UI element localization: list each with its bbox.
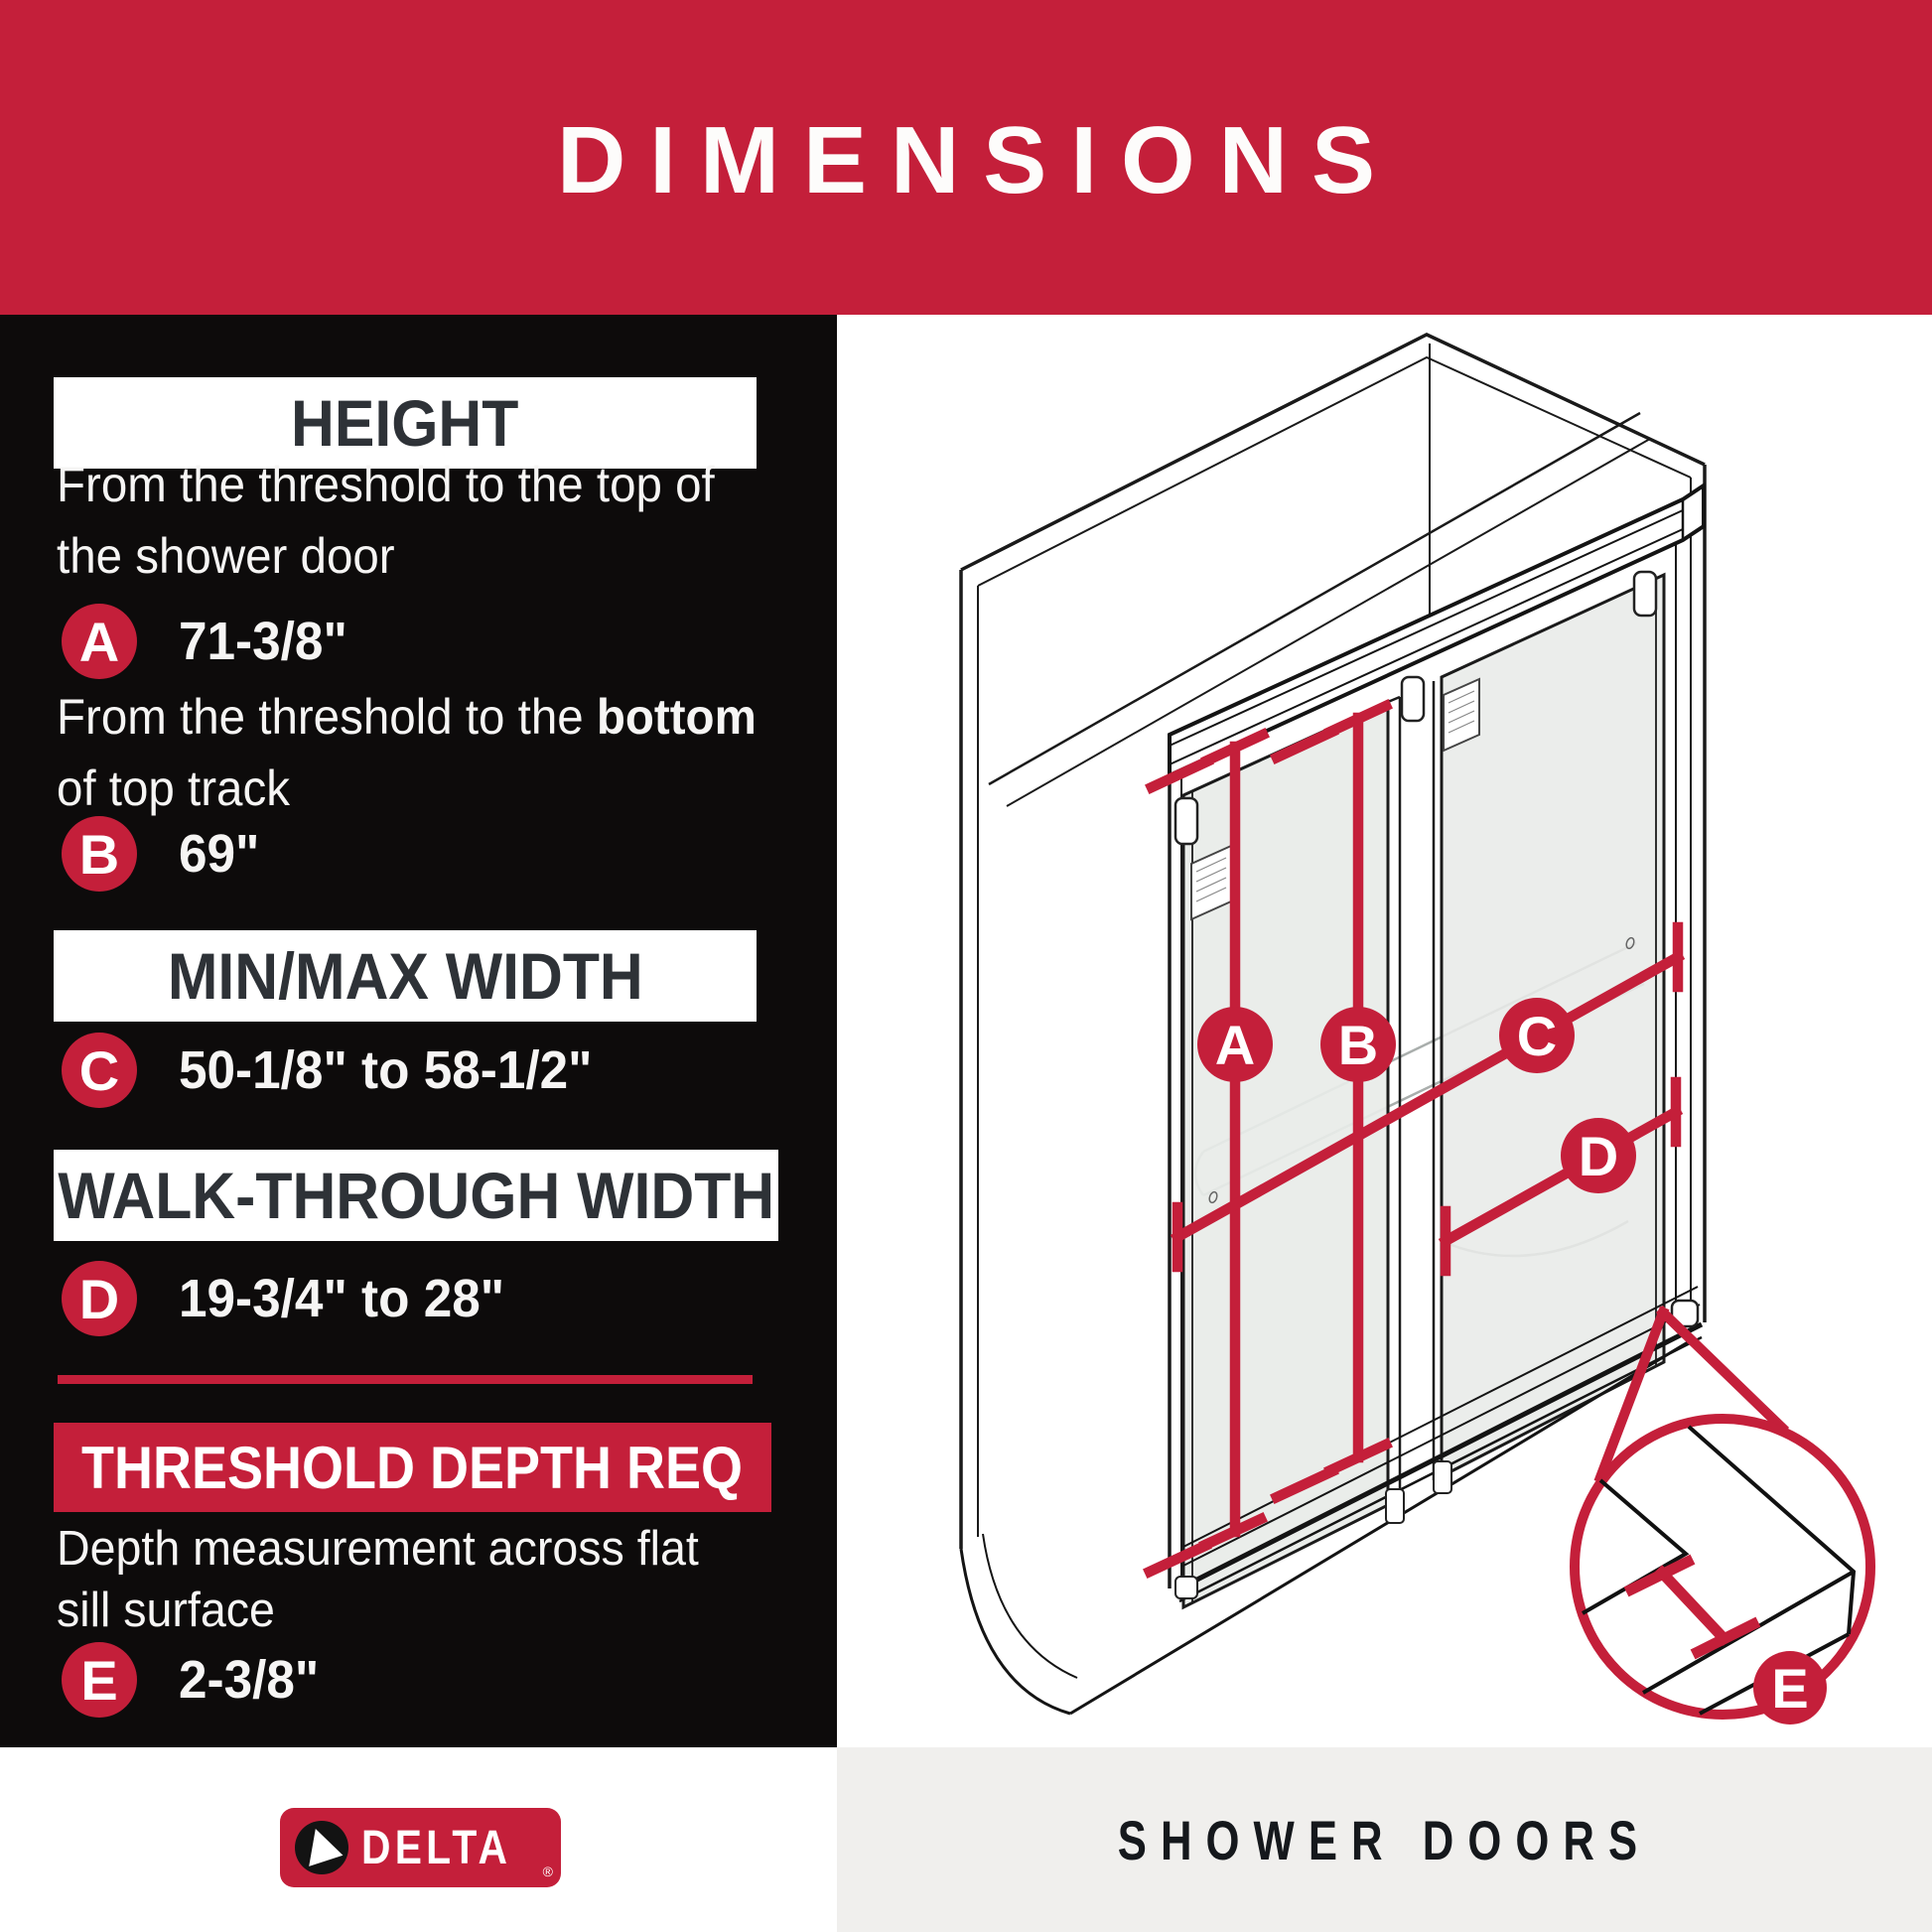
- dim-e-desc-line2: sill surface: [57, 1584, 275, 1637]
- delta-logo: [280, 1808, 561, 1887]
- dim-b-value: 69": [179, 824, 260, 884]
- diagram-label-a: A: [1214, 1014, 1256, 1076]
- dim-b-desc-line2: of top track: [57, 760, 290, 816]
- dim-e-desc-line1: Depth measurement across flat: [57, 1522, 699, 1576]
- dim-a-desc-line2: the shower door: [57, 528, 395, 584]
- threshold-header-label: THRESHOLD DEPTH REQ: [81, 1434, 744, 1501]
- diagram-label-b: B: [1337, 1014, 1379, 1076]
- footer-right: [837, 1747, 1932, 1932]
- dim-b-desc-part1: From the threshold to the: [57, 689, 597, 745]
- specs-panel: [0, 315, 837, 1747]
- dim-d-row: [62, 1261, 521, 1336]
- threshold-header-box: [54, 1423, 771, 1512]
- diagram-label-e: E: [1771, 1657, 1809, 1720]
- section-divider: [58, 1375, 753, 1384]
- dim-b-badge: B: [62, 816, 137, 892]
- dim-e-value: 2-3/8": [179, 1650, 320, 1710]
- dim-c-row: [62, 1033, 614, 1108]
- dim-d-badge: D: [62, 1261, 137, 1336]
- minmax-header-label: MIN/MAX WIDTH: [167, 939, 643, 1013]
- product-category-label: SHOWER DOORS: [1117, 1808, 1652, 1871]
- dim-d-value: 19-3/4" to 28": [179, 1269, 505, 1328]
- diagram-svg: [837, 315, 1932, 1747]
- minmax-header-box: [54, 930, 757, 1022]
- registered-mark: ®: [542, 1863, 553, 1879]
- walkthrough-header-label: WALK-THROUGH WIDTH: [58, 1159, 774, 1232]
- dim-a-row: [62, 604, 356, 679]
- dim-b-desc-bold: bottom: [596, 689, 757, 745]
- delta-triangle-icon: [290, 1816, 353, 1879]
- dim-e-row: [62, 1642, 327, 1718]
- dim-e-description: [57, 1518, 699, 1641]
- page-title: DIMENSIONS: [556, 106, 1400, 213]
- dim-e-badge: E: [62, 1642, 137, 1718]
- diagram-label-d: D: [1578, 1125, 1619, 1187]
- dim-b-description: [57, 681, 757, 824]
- dim-a-badge: A: [62, 604, 137, 679]
- dim-a-description: [57, 449, 715, 592]
- dim-a-desc-line1: From the threshold to the top of: [57, 457, 715, 512]
- height-header-label: HEIGHT: [291, 386, 519, 460]
- dim-a-value: 71-3/8": [179, 612, 347, 671]
- delta-wordmark: DELTA: [361, 1821, 512, 1874]
- dim-c-badge: C: [62, 1033, 137, 1108]
- diagram-label-c: C: [1516, 1005, 1558, 1067]
- footer-left: [0, 1747, 837, 1932]
- threshold-detail-circle: [1575, 1419, 1870, 1715]
- walkthrough-header-box: [54, 1150, 778, 1241]
- dim-c-value: 50-1/8" to 58-1/2": [179, 1040, 593, 1100]
- shower-door-diagram: [837, 315, 1932, 1747]
- banner: [0, 0, 1932, 315]
- dim-b-row: [62, 816, 264, 892]
